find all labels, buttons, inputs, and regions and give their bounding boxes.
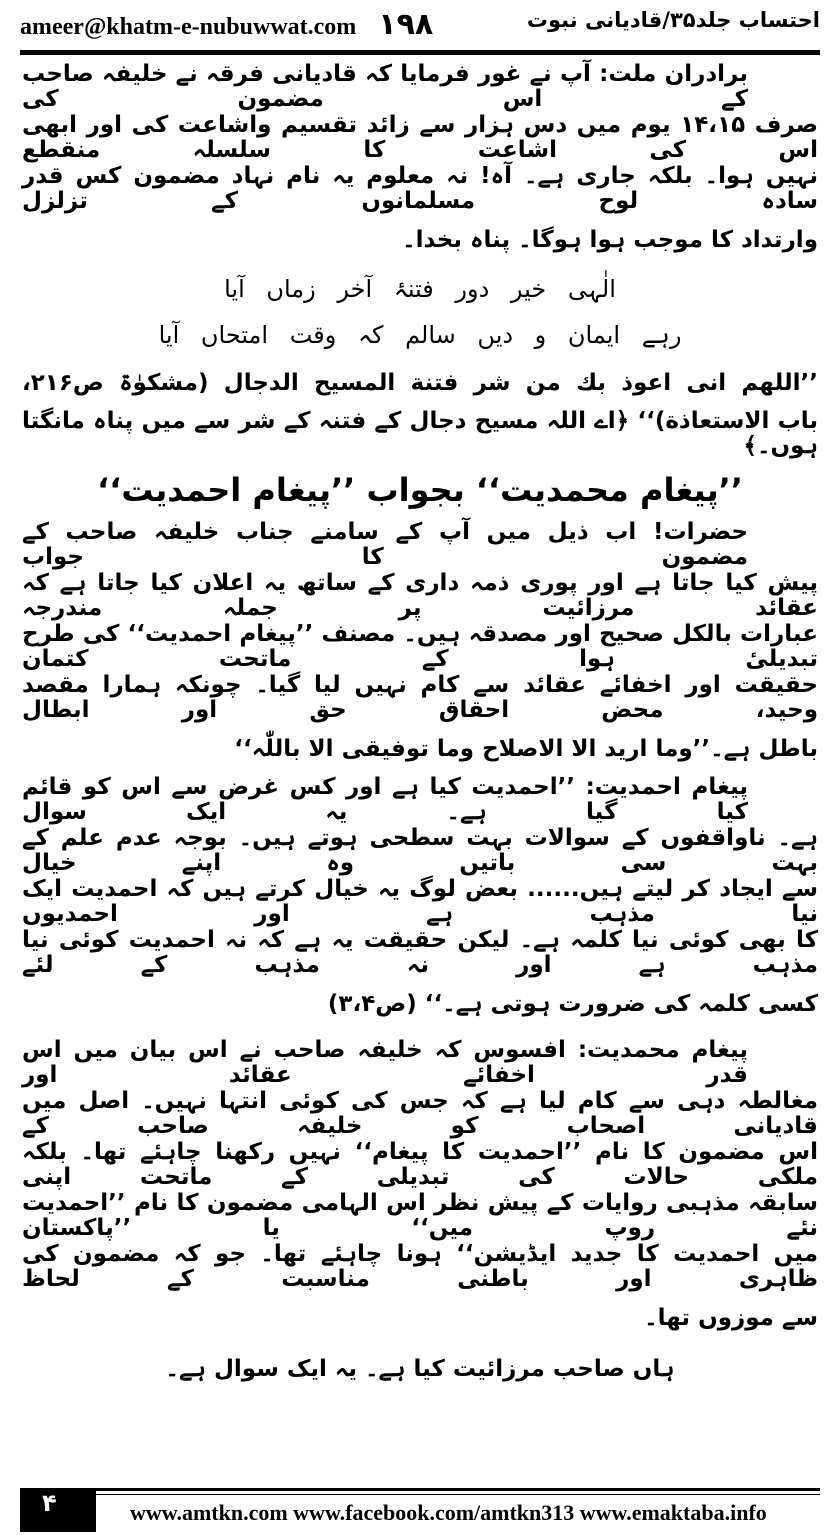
text-line: حقیقت اور اخفائے عقائد سے کام نہیں لیا گیا۔ چونکہ ہمارا مقصد وحید، محض احقاق حق اور ابطال	[22, 672, 818, 723]
text-line: مغالطہ دہی سے کام لیا ہے کہ جس کی کوئی انتہا نہیں۔ اصل میں قادیانی اصحاب کو خلیفہ صاحب کے	[22, 1088, 818, 1139]
section-heading: ’’پیغام محمدیت‘‘ بجواب ’’پیغام احمدیت‘‘	[97, 471, 743, 509]
text-line: سے ایجاد کر لیتے ہیں...... بعض لوگ یہ خیال کرتے ہیں کہ احمدیت ایک نیا مذہب ہے اور احمدیوں	[22, 876, 818, 927]
paragraph-3	[22, 775, 818, 1030]
closing-line: ہاں صاحب مرزائیت کیا ہے۔ یہ ایک سوال ہے۔	[165, 1356, 675, 1382]
text-line: صرف ۱۴،۱۵ یوم میں دس ہزار سے زائد تقسیم واشاعت کی اور ابھی اس کی اشاعت کا سلسلہ منقطع	[22, 112, 818, 163]
verse-line: رہے ایمان و دیں سالم کہ وقت امتحاں آیا	[158, 321, 682, 349]
page-body	[22, 62, 818, 1395]
paragraph-1	[22, 62, 818, 266]
text-line: ہے۔ ناواقفوں کے سوالات بہت سطحی ہوتے ہیں۔ بوجہ عدم علم کے بہت سی باتیں وہ اپنے خیال	[22, 825, 818, 876]
footer-urls: www.amtkn.com www.facebook.com/amtkn313 www.emaktaba.info	[130, 1500, 767, 1525]
text-line: نہیں ہوا۔ بلکہ جاری ہے۔ آہ! نہ معلوم یہ نام نہاد مضمون کس قدر سادہ لوح مسلمانوں کے تزلزل	[22, 163, 818, 214]
page-footer	[20, 1488, 820, 1532]
text-line: وارتداد کا موجب ہوا ہوگا۔ پناہ بخدا۔	[402, 227, 818, 253]
header-left-group	[20, 6, 433, 46]
text-line: باب الاستعاذة)‘‘ ﴿اے اللہ مسیح دجال کے فتنہ کے شر سے میں پناہ مانگتا ہوں۔﴾	[22, 408, 818, 459]
text-line: باطل ہے۔’’وما ارید الا الاصلاح وما توفیقی الا باللّٰہ‘‘	[234, 736, 818, 762]
footer-rule	[96, 1488, 820, 1491]
footer-page-mark: ۴	[20, 1488, 96, 1532]
text-line: پیغام احمدیت: ’’احمدیت کیا ہے اور کس غرض سے اس کو قائم کیا گیا ہے۔ یہ ایک سوال	[22, 774, 748, 825]
text-line: کسی کلمہ کی ضرورت ہوتی ہے۔‘‘ (ص۳،۴)	[327, 991, 818, 1017]
verse-couplet	[22, 266, 818, 358]
text-line: حضرات! اب ذیل میں آپ کے سامنے جناب خلیفہ صاحب کے مضمون کا جواب	[22, 519, 748, 570]
book-title: احتساب جلد۳۵/قادیانی نبوت	[526, 8, 820, 32]
text-line: ’’اللهم انی اعوذ بك من شر فتنة المسيح الدجال (مشکوٰۃ ص۲۱۶،	[22, 370, 818, 396]
header-email: ameer@khatm-e-nubuwwat.com	[20, 14, 357, 40]
footer-rule-thin	[96, 1494, 820, 1495]
text-line: سابقہ مذہبی روایات کے پیش نظر اس الہامی مضمون کا نام ’’احمدیت نئے روپ میں‘‘ یا ’’پاکستان	[22, 1190, 818, 1241]
text-line: پیغام محمدیت: افسوس کہ خلیفہ صاحب نے اس بیان میں اس قدر اخفائے عقائد اور	[22, 1037, 748, 1088]
verse-line: الٰہی خیر دور فتنۂ آخر زماں آیا	[224, 275, 616, 303]
text-line: عبارات بالکل صحیح اور مصدقہ ہیں۔ مصنف ’’پیغام احمدیت‘‘ کی طرح تبدیلیٔ ہوا کے ماتحت کتمان	[22, 621, 818, 672]
text-line: اس مضمون کا نام ’’احمدیت کا پیغام‘‘ نہیں رکھنا چاہئے تھا۔ بلکہ ملکی حالات کی تبدیلی کے ماتحت اپنی	[22, 1139, 818, 1190]
page-number: ۱۹۸	[378, 7, 434, 42]
header-rule	[20, 50, 820, 55]
arabic-quote	[22, 358, 818, 460]
text-line: برادران ملت: آپ نے غور فرمایا کہ قادیانی فرقہ نے خلیفہ صاحب کے اس مضمون کی	[22, 61, 748, 112]
text-line: سے موزوں تھا۔	[644, 1305, 818, 1331]
paragraph-2	[22, 520, 818, 775]
text-line: میں احمدیت کا جدید ایڈیشن‘‘ ہونا چاہئے تھا۔ جو کہ مضمون کی ظاہری اور باطنی مناسبت کے لحاظ	[22, 1241, 818, 1292]
page-header	[20, 6, 820, 46]
text-line: پیش کیا جاتا ہے اور پوری ذمہ داری کے ساتھ یہ اعلان کیا جاتا ہے کہ عقائد مرزائیت پر جملہ مندرجہ	[22, 570, 818, 621]
paragraph-4	[22, 1038, 818, 1344]
text-line: کا بھی کوئی نیا کلمہ ہے۔ لیکن حقیقت یہ ہے کہ نہ احمدیت کوئی نیا مذہب ہے اور نہ مذہب کے لئے	[22, 927, 818, 978]
